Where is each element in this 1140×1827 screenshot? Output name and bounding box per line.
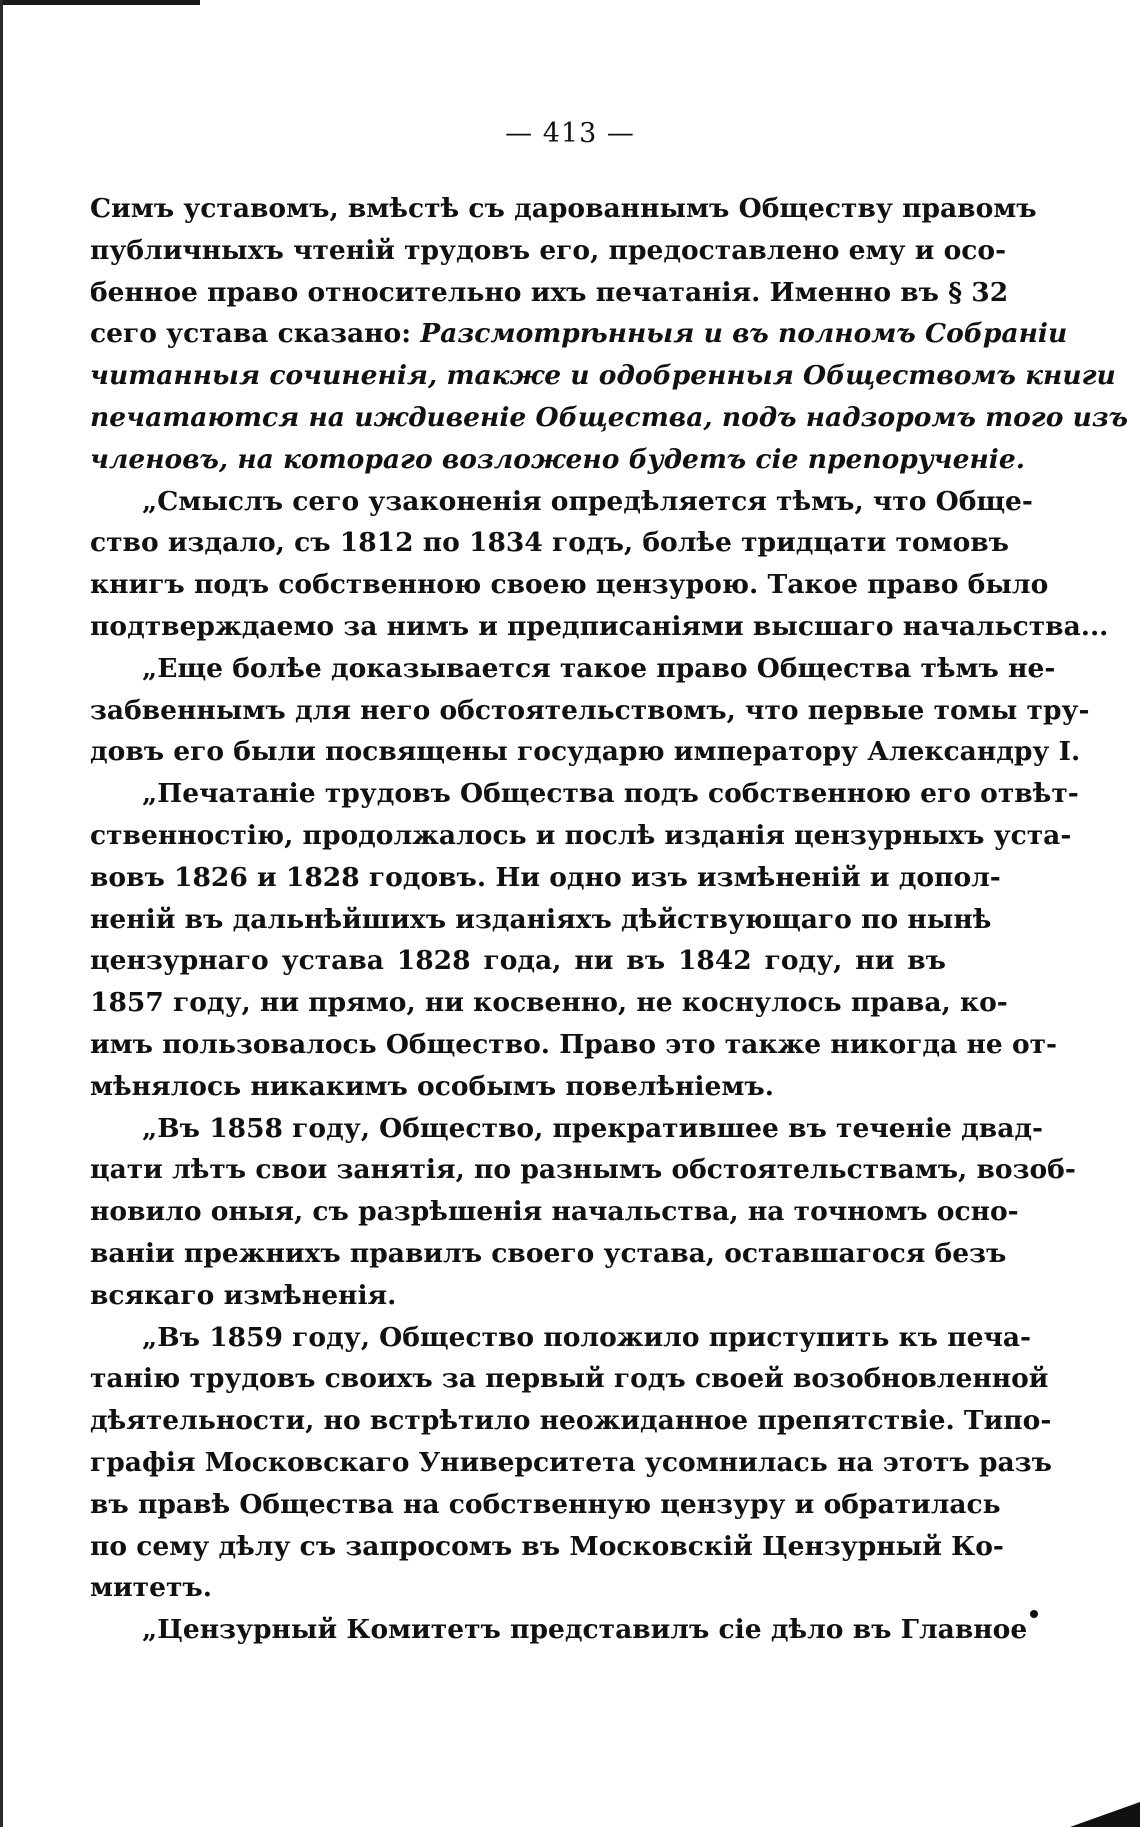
text-line: графія Московскаго Университета усомнилась на этотъ разъ xyxy=(90,1446,1052,1478)
text-line: ваніи прежнихъ правилъ своего устава, оставшагося безъ xyxy=(90,1237,1007,1269)
paragraph-start: „Въ 1859 году, Общество положило приступить къ печа- xyxy=(142,1321,1032,1353)
text-line: довъ его были посвящены государю императору Александру I. xyxy=(90,736,1081,768)
scan-edge-left xyxy=(0,0,3,1827)
page-number: — 413 — xyxy=(505,118,635,149)
stray-ink-dot xyxy=(1030,1610,1038,1618)
text-line: танію трудовъ своихъ за первый годъ своей возобновленной xyxy=(90,1363,1049,1395)
text-line: митетъ. xyxy=(90,1572,212,1604)
paragraph-start: „Въ 1858 году, Общество, прекратившее въ теченіе двад- xyxy=(142,1112,1044,1144)
page-body xyxy=(90,188,1129,1651)
paragraph-start: „Печатаніе трудовъ Общества подъ собственною его отвѣт- xyxy=(142,778,1079,810)
text-line: цати лѣтъ свои занятія, по разнымъ обстоятельствамъ, возоб- xyxy=(90,1154,1076,1186)
text-line: читанныя сочиненія, также и одобренныя Обществомъ книги xyxy=(90,360,1116,392)
paragraph-start: „Цензурный Комитетъ представилъ сіе дѣло въ Главное xyxy=(142,1614,1028,1646)
text-line: бенное право относительно ихъ печатанія. Именно въ § 32 xyxy=(90,276,1009,308)
text-line: публичныхъ чтеній трудовъ его, предоставлено ему и осо- xyxy=(90,234,1007,266)
text-line: имъ пользовалось Общество. Право это также никогда не от- xyxy=(90,1028,1058,1060)
text-roman-part: сего устава сказано: xyxy=(90,318,421,350)
text-line: по сему дѣлу съ запросомъ въ Московскій Цензурный Ко- xyxy=(90,1530,1004,1562)
text-line: членовъ, на котораго возложено будетъ сіе препорученіе. xyxy=(90,443,1025,475)
paragraph-start: „Смыслъ сего узаконенія опредѣляется тѣмъ, что Обще- xyxy=(142,485,1033,517)
text-line: неній въ дальнѣйшихъ изданіяхъ дѣйствующаго по нынѣ xyxy=(90,903,992,935)
text-line: ственностію, продолжалось и послѣ изданія цензурныхъ уста- xyxy=(90,819,1072,851)
text-line: вовъ 1826 и 1828 годовъ. Ни одно изъ измѣненій и допол- xyxy=(90,861,1001,893)
text-line: цензурнаго устава 1828 года, ни въ 1842 году, ни въ xyxy=(90,945,946,977)
text-line: ство издало, съ 1812 по 1834 годъ, болѣе тридцати томовъ xyxy=(90,527,1009,559)
scan-corner-mark xyxy=(1070,1802,1140,1827)
text-line: всякаго измѣненія. xyxy=(90,1279,397,1311)
scan-edge-top xyxy=(0,0,200,5)
text-line-mixed xyxy=(90,313,1068,355)
text-line: въ правѣ Общества на собственную цензуру и обратилась xyxy=(90,1488,1001,1520)
text-line: мѣнялось никакимъ особымъ повелѣніемъ. xyxy=(90,1070,774,1102)
text-line: забвеннымъ для него обстоятельствомъ, что первые томы тру- xyxy=(90,694,1090,726)
paragraph-start: „Еще болѣе доказывается такое право Общества тѣмъ не- xyxy=(142,652,1056,684)
text-line: дѣятельности, но встрѣтило неожиданное препятствіе. Типо- xyxy=(90,1405,1052,1437)
text-line: печатаются на иждивеніе Общества, подъ надзоромъ того изъ xyxy=(90,401,1129,433)
text-line: новило оныя, съ разрѣшенія начальства, на точномъ осно- xyxy=(90,1196,1019,1228)
text-line: книгъ подъ собственною своею цензурою. Такое право было xyxy=(90,569,1049,601)
text-line: 1857 году, ни прямо, ни косвенно, не коснулось права, ко- xyxy=(90,987,1008,1019)
text-line: подтверждаемо за нимъ и предписаніями высшаго начальства... xyxy=(90,610,1109,642)
text-line: Симъ уставомъ, вмѣстѣ съ дарованнымъ Обществу правомъ xyxy=(90,193,1037,224)
text-italic-part: Разсмотрѣнныя и въ полномъ Собраніи xyxy=(420,318,1068,350)
